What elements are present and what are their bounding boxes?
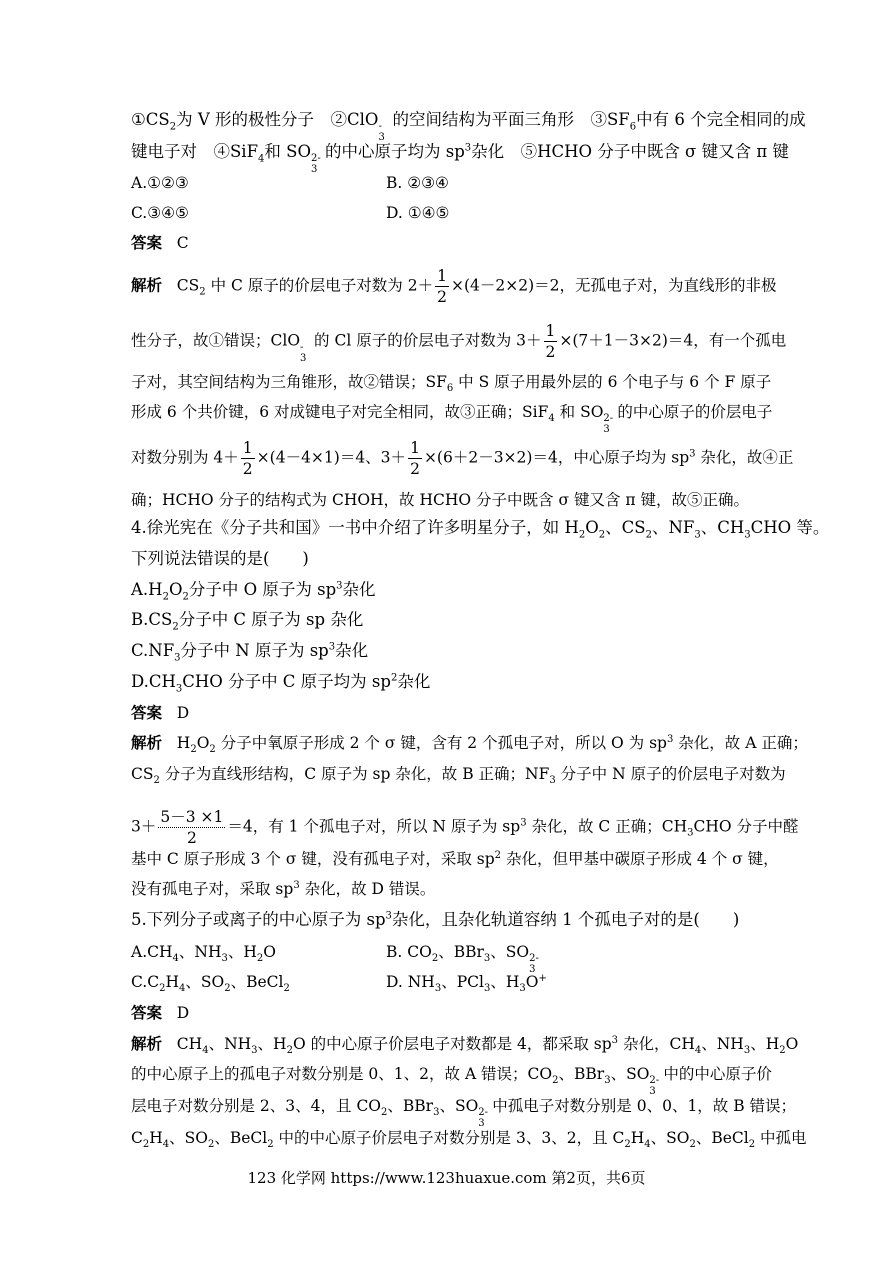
answer-label: 答案 xyxy=(131,1003,163,1022)
q5-analysis-line3: 层电子对数分别是 2、3、4，且 $CO_2$、BBr$_3$、SO 2- 3 中孤电子对数分别是 0、0、1，故 B 错误； xyxy=(131,1097,797,1129)
q4-analysis-line2: $CS_2$ 分子为直线形结构，C 原子为 sp 杂化，故 B 正确；$NF_3$ 分子中 N 原子的价层电子对数为 xyxy=(131,765,786,787)
q4-analysis-line3: 3＋ $\frac{5-3 \times 1}{2}$ ＝4，有 1 个孤电子对，所以 N 原子为 $sp^3$ 杂化，故 C 正确；$CH_3CHO$ 分子中醛 xyxy=(131,808,799,847)
q4-option-b: $B.CS_2$分子中 C 原子为 sp 杂化 xyxy=(131,610,364,633)
q3-analysis-line3: 子对，其空间结构为三角锥形，故②错误；$SF_6$ 中 S 原子用最外层的 6 个电子与 6 个 F 原子 xyxy=(131,373,772,395)
fraction: $\frac{5-3 \times 1}{2}$ xyxy=(160,808,224,847)
q5-option-d: D. $NH_3$、PCl$_3$、$H_3O^+$ xyxy=(386,972,547,995)
q4-option-d: $D.CH_3CHO$ 分子中 C 原子均为 $sp^2$杂化 xyxy=(131,672,431,695)
q3-option-a: A.①②③ xyxy=(131,174,189,192)
q5-option-c: $C.C_2H_4$、$SO_2$、BeCl$_2$ xyxy=(131,973,290,995)
q3-analysis-line1: 解析 $CS_2$ 中 C 原子的价层电子对数为 2＋ $\frac{1}{2}$ ×(4－2×2)＝2，无孤电子对，为直线形的非极 xyxy=(131,267,777,306)
q4-answer xyxy=(131,703,189,723)
fraction: $\frac{1}{2}$ xyxy=(545,322,556,361)
fraction: $\frac{1}{2}$ xyxy=(410,439,420,478)
q3-option-c: C.③④⑤ xyxy=(131,204,189,222)
q5-analysis-line2: 的中心原子上的孤电子对数分别是 0、1、2，故 A 错误；$CO_2$、BBr$_3$、SO 2- 3 中的中心原子价 xyxy=(131,1065,772,1097)
q5-analysis-line4: $C_2H_4$、$SO_2$、BeCl$_2$ 中的中心原子价层电子对数分别是 3、3、2，且 $C_2H_4$、$SO_2$、BeCl$_2$ 中孤电 xyxy=(131,1129,807,1151)
fraction: $\frac{1}{2}$ xyxy=(437,267,447,306)
q3-stem-line1: $①CS_2$为 V 形的极性分子 ②ClO - 3 的空间结构为平面三角形 $③SF_6$中有 6 个完全相同的成 xyxy=(131,110,806,143)
answer-value: D xyxy=(176,704,190,722)
q4-option-a: $A.H_2O_2$分子中 O 原子为 $sp^3$杂化 xyxy=(131,580,376,603)
page-footer: 123 化学网 https://www.123huaxue.com 第2页，共6页 xyxy=(247,1169,646,1187)
q4-option-c: $C.NF_3$分子中 N 原子为 $sp^3$杂化 xyxy=(131,641,369,664)
q3-analysis-line2: 性分子，故①错误；ClO - 3 的 Cl 原子的价层电子对数为 3＋ $\frac{1}{2}$ ×(7＋1－3×2)＝4，有一个孤电 xyxy=(131,322,787,364)
q5-analysis-line1: 解析 $CH_4$、$NH_3$、$H_2O$ 的中心原子价层电子对数都是 4，都采取 $sp^3$ 杂化，$CH_4$、$NH_3$、$H_2O$ xyxy=(131,1034,799,1057)
q4-analysis-line4: 基中 C 原子形成 3 个 σ 键，没有孤电子对，采取 $sp^2$ 杂化，但甲基中碳原子形成 4 个 σ 键， xyxy=(131,849,779,868)
q5-answer xyxy=(131,1003,189,1023)
q4-stem-line1: 4.徐光宪在《分子共和国》一书中介绍了许多明星分子，如 $H_2O_2$、$CS_2$、$NF_3$、$CH_3CHO$ 等。 xyxy=(131,518,830,541)
q3-analysis-line6: 确；HCHO 分子的结构式为 CHOH，故 HCHO 分子中既含 σ 键又含 π 键，故⑤正确。 xyxy=(131,491,749,509)
answer-label: 答案 xyxy=(131,233,163,252)
q3-analysis-line5: 对数分别为 4＋ $\frac{1}{2}$ ×(4－4×1)＝4、3＋ $\frac{1}{2}$ ×(6＋2－3×2)＝4，中心原子均为 $sp^3$ 杂化，故④正 xyxy=(131,439,794,478)
q4-stem-line2: 下列说法错误的是( ) xyxy=(131,549,309,568)
q4-analysis-line1: 解析 $H_2O_2$ 分子中氧原子形成 2 个 σ 键，含有 2 个孤电子对，所以 O 为 $sp^3$ 杂化，故 A 正确； xyxy=(131,733,808,756)
fraction: $\frac{1}{2}$ xyxy=(242,439,253,478)
q3-option-b: B. ②③④ xyxy=(386,174,449,192)
q3-stem-line2: 键电子对 ④SiF$_4$和 SO 2- 3 的中心原子均为 $sp^3$杂化 ⑤HCHO 分子中既含 σ 键又含 π 键 xyxy=(131,142,789,175)
q3-answer xyxy=(131,233,189,253)
q3-analysis-line4: 形成 6 个共价键，6 对成键电子对完全相同，故③正确；SiF$_4$ 和 SO 2- 3 的中心原子的价层电子 xyxy=(131,403,773,435)
answer-label: 答案 xyxy=(131,703,163,722)
q5-option-a: $A.CH_4$、$NH_3$、$H_2O$ xyxy=(131,943,276,965)
q4-analysis-line5: 没有孤电子对，采取 $sp^3$ 杂化，故 D 错误。 xyxy=(131,879,436,898)
answer-value: C xyxy=(176,234,189,252)
q5-option-b: B. $CO_2$、BBr$_3$、SO 2- 3 xyxy=(386,943,539,975)
q3-option-d: D. ①④⑤ xyxy=(386,204,450,222)
q5-stem: 5.下列分子或离子的中心原子为 $sp^3$杂化，且杂化轨道容纳 1 个孤电子对的是( ) xyxy=(131,910,740,929)
answer-value: D xyxy=(176,1004,190,1022)
